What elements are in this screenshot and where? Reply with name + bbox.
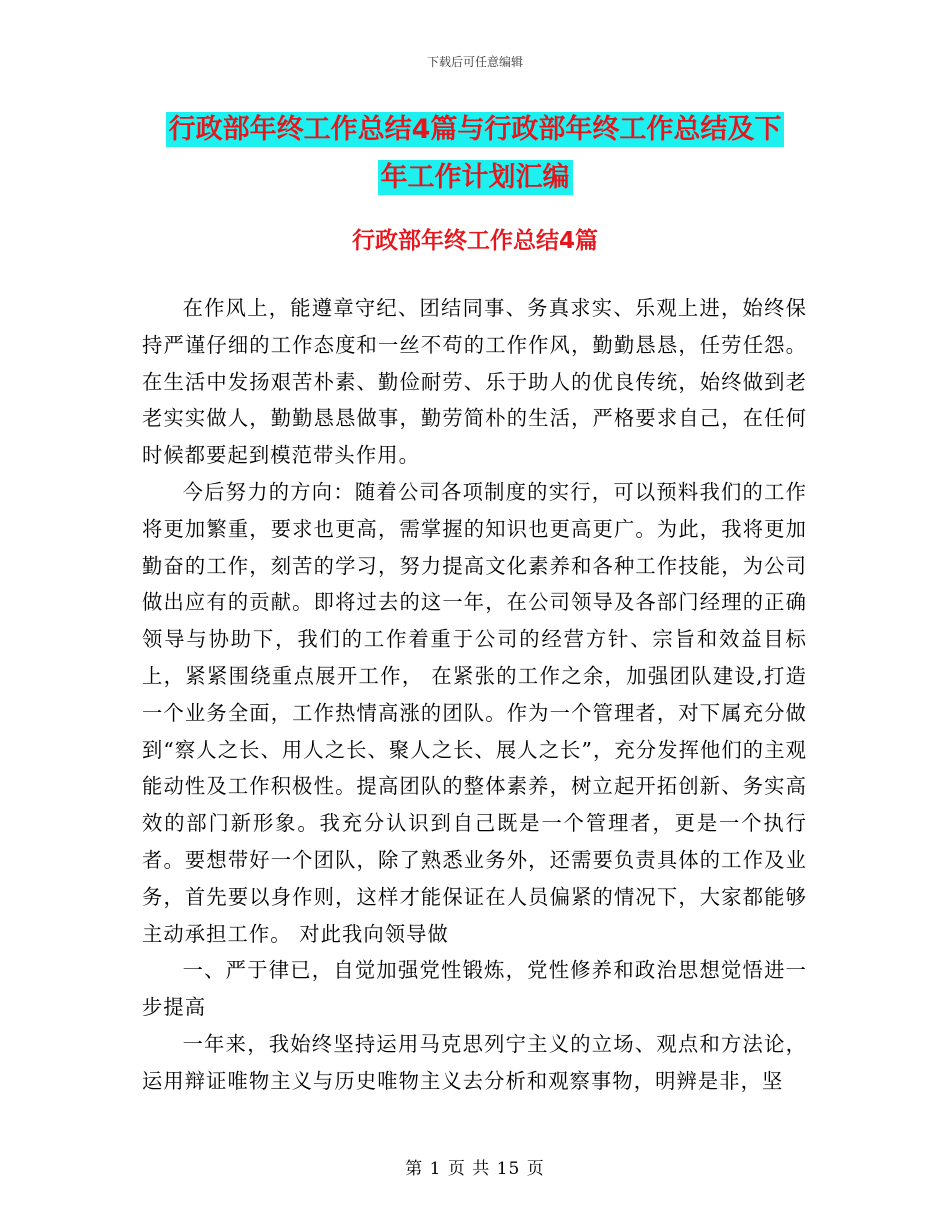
title-line-2: 年工作计划汇编 bbox=[378, 160, 573, 195]
paragraph: 今后努力的方向：随着公司各项制度的实行，可以预料我们的工作将更加繁重，要求也更高，需掌握的知识也更高更广。为此，我将更加勤奋的工作，刻苦的学习，努力提高文化素养和各种工作技能，为公司做出应有的贡献。即将过去的这一年，在公司领导及各部门经理的正确领导与协助下，我们的工作着重于公司的经营方针、宗旨和效益目标上，紧紧围绕重点展开工作， 在紧张的工作之余，加强团队建设,打造一个业务全面，工作热情高涨的团队。作为一个管理者，对下属充分做到“察人之长、用人之长、聚人之长、展人之长”，充分发挥他们的主观能动性及工作积极性。提高团队的整体素养，树立起开拓创新、务实高效的部门新形象。我充分认识到自己既是一个管理者，更是一个执行者。要想带好一个团队，除了熟悉业务外，还需要负责具体的工作及业务，首先要以身作则，这样才能保证在人员偏紧的情况下，大家都能够主动承担工作。 对此我向领导做 bbox=[142, 479, 807, 946]
page-footer: 第 1 页 共 15 页 bbox=[405, 1159, 545, 1179]
paragraph: 在作风上，能遵章守纪、团结同事、务真求实、乐观上进，始终保持严谨仔细的工作态度和一丝不苟的工作作风，勤勤恳恳，任劳任怨。在生活中发扬艰苦朴素、勤俭耐劳、乐于助人的优良传统，始终做到老老实实做人，勤勤恳恳做事，勤劳简朴的生活，严格要求自己，在任何时候都要起到模范带头作用。 bbox=[142, 296, 807, 468]
paragraph: 一、严于律已，自觉加强党性锻炼，党性修养和政治思想觉悟进一步提高 bbox=[142, 958, 807, 1020]
header-note: 下载后可任意编辑 bbox=[426, 55, 523, 69]
document-body bbox=[142, 290, 807, 1100]
paragraph: 一年来，我始终坚持运用马克思列宁主义的立场、观点和方法论，运用辩证唯物主义与历史唯物主义去分析和观察事物，明辨是非，坚 bbox=[142, 1031, 807, 1093]
title-line-1: 行政部年终工作总结4篇与行政部年终工作总结及下 bbox=[166, 112, 785, 147]
section-title: 行政部年终工作总结4篇 bbox=[351, 228, 598, 254]
document-title bbox=[0, 106, 950, 202]
